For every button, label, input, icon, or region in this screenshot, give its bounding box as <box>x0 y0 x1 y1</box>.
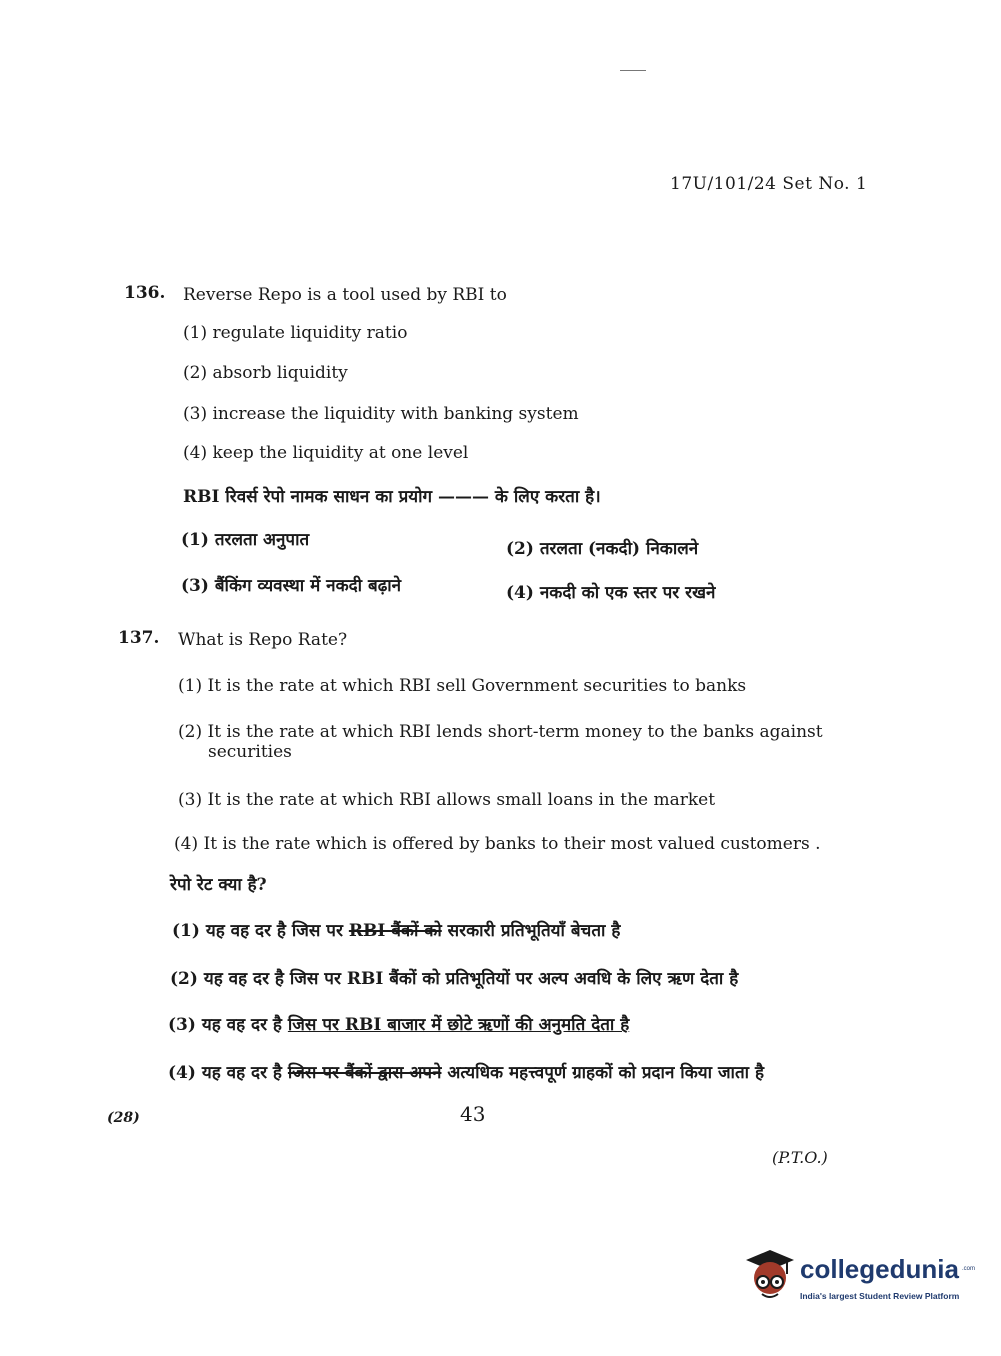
option-hi-underlined-text: जिस पर RBI बाजार में छोटे ऋणों की अनुमति देता है <box>287 1015 630 1035</box>
option-en-continuation: securities <box>208 742 292 762</box>
top-dash <box>620 70 646 71</box>
logo-tagline: India's largest Student Review Platform <box>800 1291 960 1301</box>
option-hi-text: (4) यह वह दर है <box>168 1063 288 1083</box>
option-hi-text: (3) यह वह दर है <box>168 1015 288 1035</box>
option-hi <box>168 1060 764 1083</box>
option-en: (3) It is the rate at which RBI allows small loans in the market <box>178 790 716 810</box>
option-en: (4) It is the rate which is offered by banks to their most valued customers . <box>174 834 821 854</box>
option-hi-struck-text: जिस पर बैंकों द्वारा अपने <box>287 1063 442 1083</box>
option-hi-text: सरकारी प्रतिभूतियाँ बेचता है <box>441 921 621 941</box>
option-en: (3) increase the liquidity with banking system <box>183 404 579 424</box>
option-hi: (2) यह वह दर है जिस पर RBI बैंकों को प्रतिभूतियों पर अल्प अवधि के लिए ऋण देता है <box>170 969 739 989</box>
booklet-code: (28) <box>107 1110 140 1126</box>
option-en: (2) absorb liquidity <box>183 363 348 383</box>
paper-code: 17U/101/24 Set No. 1 <box>670 174 868 194</box>
question-text-en: Reverse Repo is a tool used by RBI to <box>183 285 507 305</box>
page-number: 43 <box>460 1102 486 1126</box>
option-hi-text: अत्यधिक महत्त्वपूर्ण ग्राहकों को प्रदान किया जाता है <box>441 1063 764 1083</box>
student-mascot-icon <box>742 1246 798 1310</box>
question-text-hi: RBI रिवर्स रेपो नामक साधन का प्रयोग ——— के लिए करता है। <box>183 487 601 507</box>
option-hi-struck-text: RBI बैंकों को <box>348 921 442 941</box>
option-hi: (1) तरलता अनुपात <box>181 530 310 550</box>
pto-note: (P.T.O.) <box>772 1148 828 1167</box>
question-text-en: What is Repo Rate? <box>178 630 348 650</box>
option-hi <box>172 918 620 941</box>
collegedunia-logo <box>742 1246 976 1316</box>
option-hi-text: (1) यह वह दर है जिस पर <box>172 921 349 941</box>
logo-suffix: .com <box>962 1266 976 1272</box>
option-hi <box>168 1012 629 1035</box>
option-en: (1) It is the rate at which RBI sell Government securities to banks <box>178 676 747 696</box>
option-hi: (3) बैंकिंग व्यवस्था में नकदी बढ़ाने <box>181 576 402 596</box>
question-text-hi: रेपो रेट क्या है? <box>170 875 267 895</box>
option-en: (4) keep the liquidity at one level <box>183 443 469 463</box>
option-hi: (2) तरलता (नकदी) निकालने <box>506 539 699 559</box>
option-en: (2) It is the rate at which RBI lends short-term money to the banks against <box>178 722 823 742</box>
question-number: 136. <box>124 283 166 303</box>
logo-wordmark: collegedunia <box>800 1254 959 1284</box>
option-hi: (4) नकदी को एक स्तर पर रखने <box>506 583 716 603</box>
question-number: 137. <box>118 628 160 648</box>
option-en: (1) regulate liquidity ratio <box>183 323 408 343</box>
